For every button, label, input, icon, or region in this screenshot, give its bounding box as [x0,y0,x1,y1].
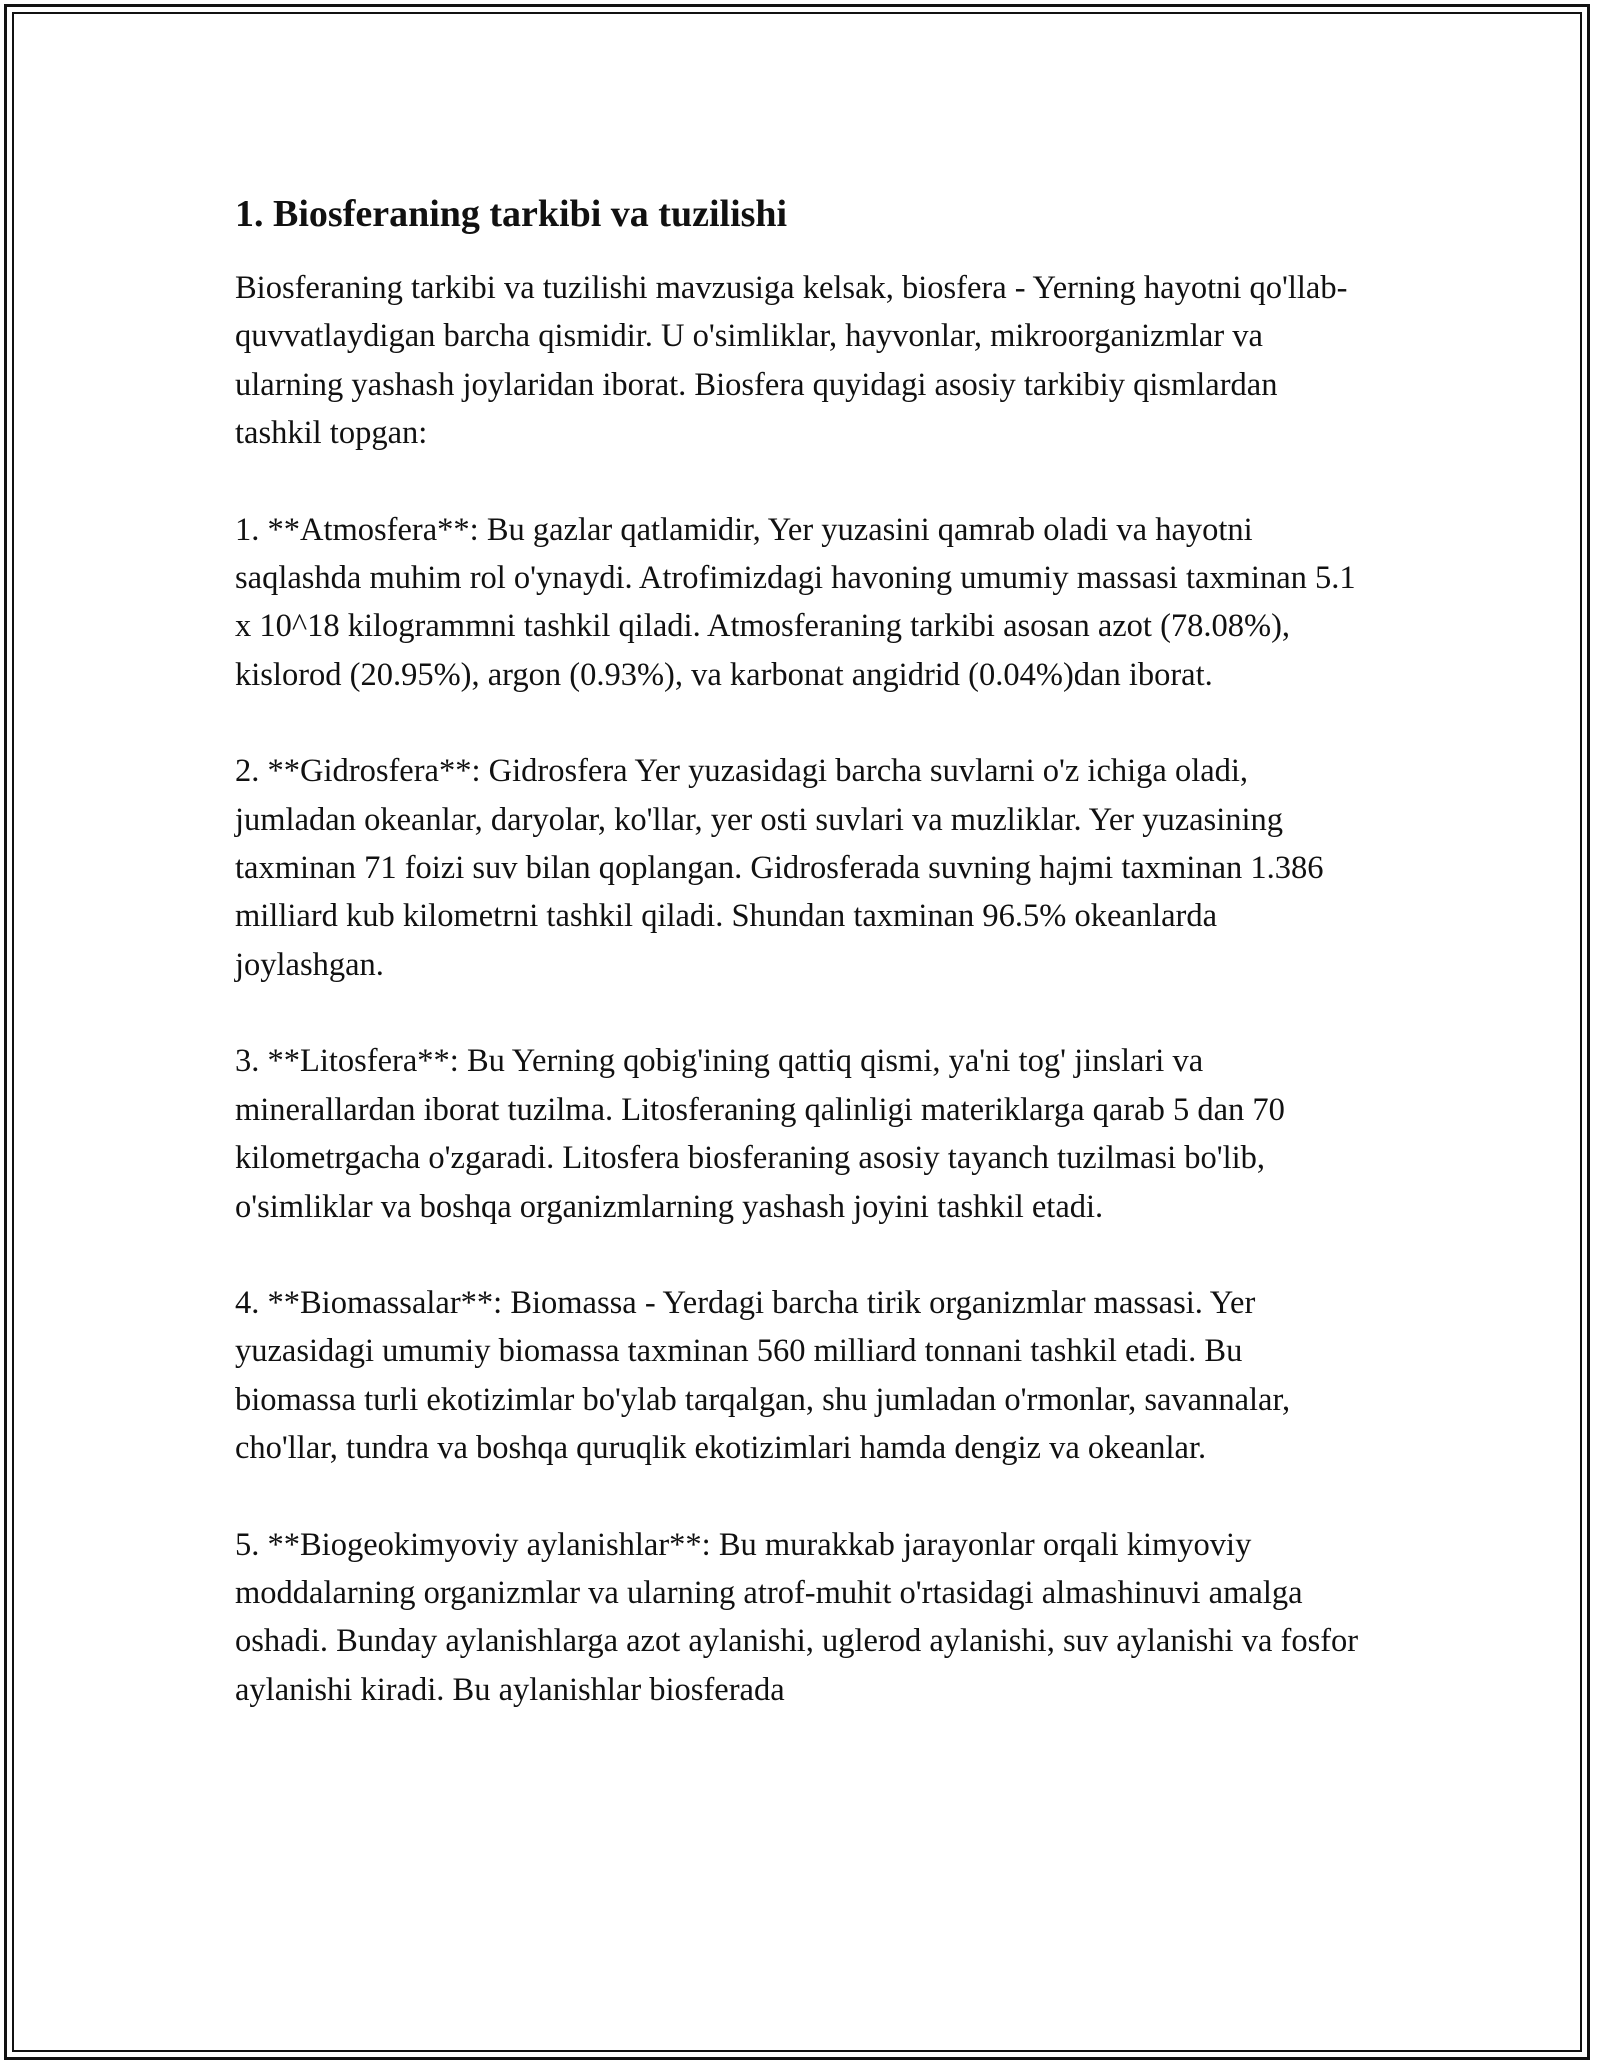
paragraph-gidrosfera: 2. **Gidrosfera**: Gidrosfera Yer yuzasidagi barcha suvlarni o'z ichiga oladi, jumladan okeanlar, daryolar, ko'llar, yer osti suvlari va muzliklar. Yer yuzasining taxminan 71 foizi suv bilan qoplangan. Gidrosferada suvning hajmi taxminan 1.386 milliard kub kilometrni tashkil qiladi. Shundan taxminan 96.5% okeanlarda joylashgan. [235,753,1324,983]
paragraph-litosfera: 3. **Litosfera**: Bu Yerning qobig'ining qattiq qismi, ya'ni tog' jinslari va minerallardan iborat tuzilma. Litosferaning qalinligi materiklarga qarab 5 dan 70 kilometrgacha o'zgaradi. Litosfera biosferaning asosiy tayanch tuzilmasi bo'lib, o'simliklar va boshqa organizmlarning yashash joyini tashkil etadi. [235,1043,1285,1225]
document-body [235,186,1365,1762]
paragraph-biomassalar: 4. **Biomassalar**: Biomassa - Yerdagi barcha tirik organizmlar massasi. Yer yuzasidagi umumiy biomassa taxminan 560 milliard tonnani tashkil etadi. Bu biomassa turli ekotizimlar bo'ylab tarqalgan, shu jumladan o'rmonlar, savannalar, cho'llar, tundra va boshqa quruqlik ekotizimlari hamda dengiz va okeanlar. [235,1284,1291,1467]
section-title: 1. Biosferaning tarkibi va tuzilishi [235,193,788,235]
paragraph-biogeokimyoviy: 5. **Biogeokimyoviy aylanishlar**: Bu murakkab jarayonlar orqali kimyoviy moddalarning organizmlar va ularning atrof-muhit o'rtasidagi almashinuvi amalga oshadi. Bunday aylanishlarga azot aylanishi, uglerod aylanishi, suv aylanishi va fosfor aylanishi kiradi. Bu aylanishlar biosferada [235,1526,1359,1708]
paragraph-atmosfera: 1. **Atmosfera**: Bu gazlar qatlamidir, Yer yuzasini qamrab oladi va hayotni saqlashda muhim rol o'ynaydi. Atrofimizdagi havoning umumiy massasi taxminan 5.1 x 10^18 kilogrammni tashkil qiladi. Atmosferaning tarkibi asosan azot (78.08%), kislorod (20.95%), argon (0.93%), va karbonat angidrid (0.04%)dan iborat. [235,511,1356,693]
paragraph-intro: Biosferaning tarkibi va tuzilishi mavzusiga kelsak, biosfera - Yerning hayotni qo'llab-quvvatlaydigan barcha qismidir. U o'simliklar, hayvonlar, mikroorganizmlar va ularning yashash joylaridan iborat. Biosfera quyidagi asosiy tarkibiy qismlardan tashkil topgan: [235,270,1348,452]
